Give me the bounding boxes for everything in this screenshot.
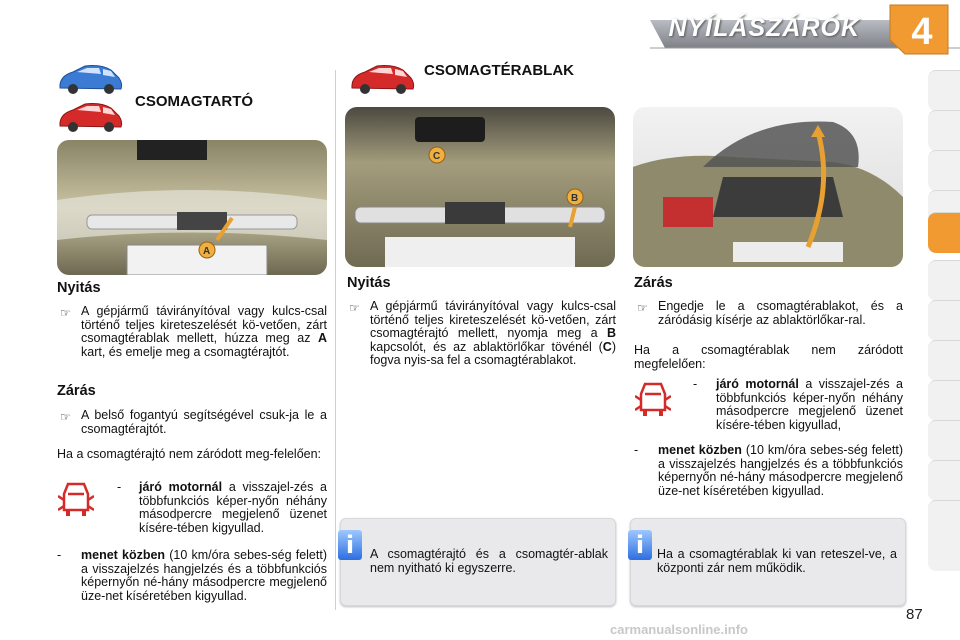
side-tab: [928, 110, 960, 151]
bullet-icon: ☞: [60, 306, 71, 320]
bullet-icon: ☞: [60, 410, 71, 424]
left-opening-title: Nyitás: [57, 280, 101, 296]
car-icon-red: [55, 100, 125, 136]
dash: -: [693, 377, 698, 391]
dash: -: [57, 548, 62, 562]
photo-label-a: A: [203, 246, 211, 257]
right-closing-title: Zárás: [634, 275, 673, 291]
chapter-number: 4: [911, 11, 933, 53]
side-tab-active: [928, 212, 960, 253]
photo-rear-window-switch: [345, 107, 615, 267]
right-notclosed-text: Ha a csomagtérablak nem záródott megfelelően:: [634, 343, 903, 371]
car-icon-red: [347, 62, 417, 98]
photo-trunk-handle: [57, 140, 327, 275]
left-opening-text: A gépjármű távirányítóval vagy kulcs-csal történő teljes kireteszelését kö-vetően, zárt csomagtérablak mellett, húzza meg az A kart, és emelje meg a csomagtérajtót.: [81, 304, 327, 359]
car-icon-blue: [55, 62, 125, 98]
left-notclosed-text: Ha a csomagtérajtó nem záródott meg-felelően:: [57, 447, 322, 461]
bullet-icon: ☞: [637, 301, 648, 315]
section-title-rear-window: CSOMAGTÉRABLAK: [424, 62, 574, 79]
photo-label-c: C: [433, 151, 441, 162]
middle-info-text: A csomagtérajtó és a csomagtér-ablak nem nyitható ki egyszerre.: [370, 547, 608, 575]
right-closing-text: Engedje le a csomagtérablakot, és a záródásig kísérje az ablaktörlőkar-ral.: [658, 299, 903, 327]
side-tab: [928, 260, 960, 301]
side-tab: [928, 380, 960, 421]
photo-label-b: B: [571, 193, 579, 204]
photo-rear-window-closing: [633, 107, 903, 267]
side-tab: [928, 300, 960, 341]
chapter-title: NYÍLÁSZÁRÓK: [668, 14, 860, 42]
side-tab: [928, 460, 960, 501]
side-tab: [928, 70, 960, 111]
bullet-icon: ☞: [349, 301, 360, 315]
column-divider: [335, 70, 336, 610]
left-closing-title: Zárás: [57, 383, 96, 399]
left-running-text: járó motornál a visszajel-zés a többfunkciós képer-nyőn néhány másodpercre megjelenő üzenet kísére-tében kigyullad.: [139, 480, 327, 535]
left-closing-text: A belső fogantyú segítségével csuk-ja le a csomagtérajtót.: [81, 408, 327, 436]
dash: -: [117, 480, 122, 494]
info-icon: i: [628, 530, 652, 560]
section-title-trunk: CSOMAGTARTÓ: [135, 93, 254, 110]
middle-opening-title: Nyitás: [347, 275, 391, 291]
right-info-text: Ha a csomagtérablak ki van reteszel-ve, a központi zár nem működik.: [657, 547, 897, 575]
open-door-warning-icon: [58, 480, 94, 520]
side-tab: [928, 420, 960, 461]
right-running-text: járó motornál a visszajel-zés a többfunkciós képer-nyőn néhány másodpercre megjelenő üzenet kísére-tében kigyullad,: [716, 377, 903, 432]
info-icon: i: [338, 530, 362, 560]
watermark: carmanualsonline.info: [610, 622, 748, 637]
page-number: 87: [906, 606, 923, 623]
dash: -: [634, 443, 639, 457]
left-moving-text: menet közben (10 km/óra sebes-ség felett) a visszajelzés hangjelzés és a többfunkciós képernyőn né-hány másodpercre megjelenő üze-net kíséretében kigyullad.: [81, 548, 327, 603]
right-moving-text: menet közben (10 km/óra sebes-ség felett) a visszajelzés hangjelzés és a többfunkciós képernyőn né-hány másodpercre megjelenő üze-net kíséretében kigyullad.: [658, 443, 903, 498]
side-tab: [928, 500, 960, 571]
side-tab: [928, 150, 960, 191]
side-tab: [928, 340, 960, 381]
open-door-warning-icon: [635, 380, 671, 420]
middle-opening-text: A gépjármű távirányítóval vagy kulcs-csal történő teljes kireteszelését kö-vetően, zárt csomagtérajtó mellett, nyomja meg a B kapcsolót, és az ablaktörlőkar tövénél (C) fogva nyis-sa fel a csomagtérablakot.: [370, 299, 616, 367]
